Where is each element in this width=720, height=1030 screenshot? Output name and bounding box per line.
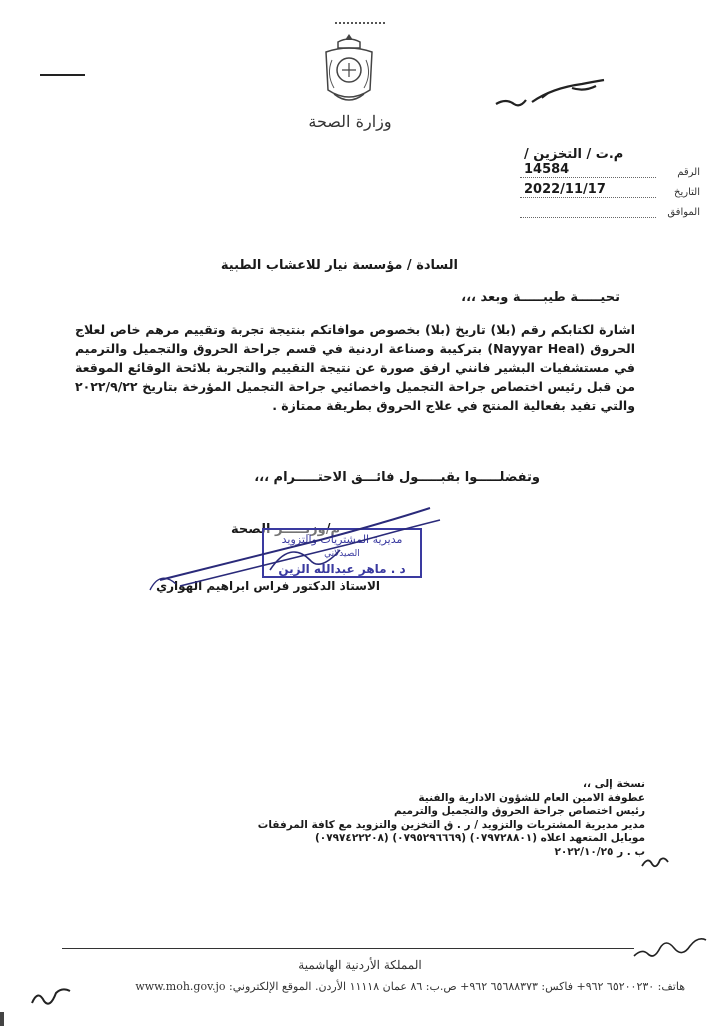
copies-item: مدير مديرية المشتريات والتزويد / ر . ق التخزين والتزويد مع كافة المرفقات: [257, 818, 645, 831]
reference-date-value: 2022/11/17: [520, 182, 656, 198]
reference-hijri-row: [520, 198, 700, 218]
footer-divider: [62, 948, 634, 949]
official-stamp: [262, 528, 422, 578]
reference-date-label: التاريخ: [674, 187, 700, 198]
addressee: السادة / مؤسسة نيار للاعشاب الطبية: [220, 258, 458, 273]
reference-number-row: [520, 147, 700, 178]
greeting: تحيـــــة طيبـــــة وبعد ،،،: [461, 290, 620, 305]
stamp-line-department: مديرية المشتريات والتزويد: [281, 533, 403, 546]
margin-dash: [40, 74, 85, 76]
copies-list: [205, 778, 645, 859]
footer-contact: هاتف: ٦٥٢٠٠٢٣٠ ٩٦٢+ فاكس: ٦٥٦٨٨٣٧٣ ٩٦٢+ ص.ب: ٨٦ عمان ١١١١٨ الأردن. الموقع الإلكتروني: www.moh.gov.jo: [135, 980, 685, 993]
copies-item: عطوفة الامين العام للشؤون الادارية والفنية: [418, 791, 645, 804]
minister-title: م/وزيـــــر الصحة: [231, 522, 340, 537]
footer-kingdom: المملكة الأردنية الهاشمية: [298, 958, 422, 972]
footer-scribble-icon: [30, 985, 72, 1009]
small-initials-icon: [640, 852, 670, 872]
coat-of-arms-icon: [320, 30, 378, 110]
reference-hijri-value: [520, 217, 656, 218]
copies-item: موبايل المتعهد اعلاه (٠٧٩٧٢٨٨٠١) (٠٧٩٥٢٩٦٦٦٩) (٠٧٩٧٤٢٢٢٠٨): [314, 832, 645, 844]
reference-date-row: [520, 178, 700, 198]
copies-item: رئيس اختصاص جراحة الحروق والتجميل والترميم: [394, 805, 645, 817]
reference-number-label: الرقم: [677, 167, 700, 178]
reference-number-value: م.ت / التخزين / 14584: [520, 147, 656, 178]
page-edge-mark: [0, 1012, 4, 1026]
header-dotted-line: [335, 22, 385, 24]
ministry-name: وزارة الصحة: [308, 112, 392, 131]
copies-item: ب . ر ٢٠٢٢/١٠/٢٥: [554, 845, 645, 858]
letter-body: اشارة لكتابكم رقم (بلا) تاريخ (بلا) بخصوص موافاتكم بنتيجة تجربة وتقييم مرهم خاص لعلاج الحروق (Nayyar Heal) بتركيبة وصناعة اردنية في قسم جراحة الحروق والتجميل والترميم في مستشفيات البشير فانني ارفق صورة عن نتيجة التقييم والتجربة بلائحة الوقائع الموقعة من قبل رئيس اختصاص جراحة التجميل واخصائيي جراحة التجميل المؤرخة بتاريخ ٢٠٢٢/٩/٢٢ والتي تفيد بفعالية المنتج في علاج الحروق بطريقة ممتازة .: [75, 322, 636, 413]
reference-block: [520, 147, 700, 218]
stamp-line-role: الصيدلاني: [324, 549, 360, 559]
stamp-line-name: د . ماهر عبدالله الزين: [278, 562, 406, 576]
copies-heading: نسخة إلى ،،: [582, 778, 645, 790]
reference-hijri-label: الموافق: [667, 207, 700, 218]
closing: وتفضلـــــوا بقبـــــول فائـــق الاحتـــــرام ،،،: [254, 470, 540, 485]
minister-name: الاستاذ الدكتور فراس ابراهيم الهواري: [156, 579, 380, 593]
handwritten-initials-icon: [492, 78, 612, 118]
